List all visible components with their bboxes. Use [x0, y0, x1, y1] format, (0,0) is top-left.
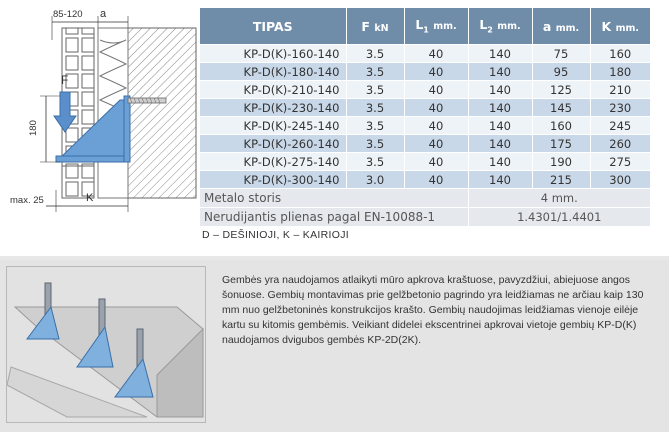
table-cell: 140 — [468, 117, 532, 135]
table-cell: 3.5 — [346, 81, 404, 99]
table-cell: KP-D(K)-230-140 — [200, 99, 346, 117]
installation-illustration — [6, 266, 206, 423]
table-cell: 3.5 — [346, 99, 404, 117]
dim-label-180: 180 — [28, 120, 39, 136]
table-cell: 40 — [404, 81, 468, 99]
table-cell: 75 — [532, 45, 590, 63]
table-cell: 175 — [532, 135, 590, 153]
table-cell: 140 — [468, 81, 532, 99]
table-cell: 40 — [404, 171, 468, 189]
header-a: a mm. — [532, 8, 590, 45]
header-tipas: TIPAS — [200, 8, 346, 45]
table-cell: 160 — [532, 117, 590, 135]
table-cell: 140 — [468, 45, 532, 63]
bracket-diagram — [0, 0, 200, 216]
description-text: Gembės yra naudojamos atlaikyti mūro apkrova kraštuose, pavyzdžiui, abiejuose angos šonuose. Gembių montavimas prie gelžbetonio pagrindo yra leidžiamas ne arčiau kaip 130 mm nuo gelžbetoninės konstrukcijos krašto. Gembių naudojimas leidžiamas vienoje eilėje kartu su kitomis gembėmis. Veikiant didelei ekscentrinei apkrovai vietoje gembių KP-D(K) naudojamos dvigubos gembės KP-2D(2K). — [222, 274, 644, 346]
table-cell: 275 — [590, 153, 650, 171]
table-cell: KP-D(K)-275-140 — [200, 153, 346, 171]
table-cell: 3.5 — [346, 135, 404, 153]
table-cell: 40 — [404, 135, 468, 153]
table-cell: 260 — [590, 135, 650, 153]
bracket-diagram-svg — [0, 0, 200, 216]
table-cell: 230 — [590, 99, 650, 117]
table-cell: 245 — [590, 117, 650, 135]
table-cell: 210 — [590, 81, 650, 99]
table-cell: KP-D(K)-160-140 — [200, 45, 346, 63]
footer-value: 1.4301/1.4401 — [468, 208, 650, 227]
table-cell: 300 — [590, 171, 650, 189]
footer-label: Metalo storis — [200, 189, 468, 208]
force-label: F — [61, 73, 69, 87]
table-cell: 190 — [532, 153, 590, 171]
table-cell: 3.5 — [346, 117, 404, 135]
footer-label: Nerudijantis plienas pagal EN-10088-1 — [200, 208, 468, 227]
table-cell: 160 — [590, 45, 650, 63]
table-cell: KP-D(K)-180-140 — [200, 63, 346, 81]
spec-table — [200, 8, 650, 226]
table-cell: 95 — [532, 63, 590, 81]
table-cell: 140 — [468, 171, 532, 189]
table-cell: 40 — [404, 99, 468, 117]
table-cell: 40 — [404, 153, 468, 171]
table-cell: KP-D(K)-300-140 — [200, 171, 346, 189]
table-cell: 180 — [590, 63, 650, 81]
header-k: K mm. — [590, 8, 650, 45]
table-cell: 40 — [404, 117, 468, 135]
footer-value: 4 mm. — [468, 189, 650, 208]
header-f: F kN — [346, 8, 404, 45]
bracket-base — [56, 156, 128, 162]
bracket-plate — [124, 96, 130, 162]
table-cell: 3.5 — [346, 63, 404, 81]
installation-svg — [7, 267, 205, 422]
table-row — [200, 171, 650, 189]
table-cell: 140 — [468, 135, 532, 153]
table-cell: 3.5 — [346, 45, 404, 63]
dim-label-85-120: 85-120 — [53, 9, 83, 20]
table-row — [200, 153, 650, 171]
dim-label-a: a — [100, 8, 107, 20]
table-footer-row — [200, 189, 650, 208]
concrete-wall — [128, 28, 196, 198]
table-row — [200, 117, 650, 135]
table-cell: 140 — [468, 63, 532, 81]
table-cell: KP-D(K)-245-140 — [200, 117, 346, 135]
header-l1: $L_1$ mm. — [404, 8, 468, 45]
table-cell: KP-D(K)-210-140 — [200, 81, 346, 99]
table-row — [200, 99, 650, 117]
table-row — [200, 135, 650, 153]
table-cell: 215 — [532, 171, 590, 189]
table-row — [200, 45, 650, 63]
dim-label-k: K — [86, 192, 94, 204]
table-cell: 145 — [532, 99, 590, 117]
table-cell: 3.5 — [346, 153, 404, 171]
table-cell: 3.0 — [346, 171, 404, 189]
table-row — [200, 81, 650, 99]
table-footer-row — [200, 208, 650, 227]
table-cell: 140 — [468, 99, 532, 117]
table-header-row — [200, 8, 650, 45]
table-cell: 125 — [532, 81, 590, 99]
table-cell: 140 — [468, 153, 532, 171]
table-cell: 40 — [404, 45, 468, 63]
table-row — [200, 63, 650, 81]
type-legend: D – DEŠINIOJI, K – KAIRIOJI — [202, 229, 349, 241]
header-l2: $L_2$ mm. — [468, 8, 532, 45]
dim-label-max: max. 25 — [10, 195, 44, 206]
table-cell: KP-D(K)-260-140 — [200, 135, 346, 153]
table-cell: 40 — [404, 63, 468, 81]
